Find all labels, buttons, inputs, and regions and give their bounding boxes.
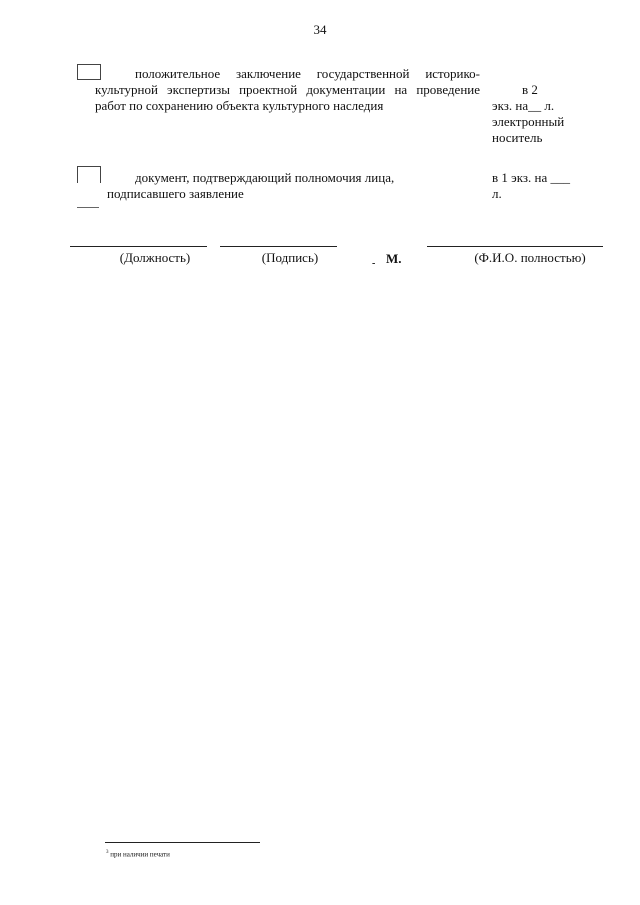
footnote-rule <box>105 842 260 843</box>
signature-line <box>220 246 337 247</box>
stamp-label: М. <box>386 251 402 266</box>
item-2-copies-line: в 1 экз. на ___ <box>492 170 570 185</box>
item-2-checkbox-underline <box>77 207 99 208</box>
item-1-copies <box>492 82 592 144</box>
item-1-copies-line: в 2 <box>522 82 538 97</box>
signature-label: (Подпись) <box>261 250 319 265</box>
item-1-copies-line: носитель <box>492 130 543 144</box>
fullname-label: (Ф.И.О. полностью) <box>474 250 586 265</box>
position-label: (Должность) <box>119 250 191 265</box>
item-2-text-line: документ, подтверждающий полномочия лица, <box>135 170 395 185</box>
item-1-text: положительное заключение государственной историко-культурной экспертизы проектной документации на проведение работ по сохранению объекта культурного наследия <box>95 66 480 113</box>
item-2-copies-line: л. <box>492 186 502 201</box>
footnote-number: 3 <box>106 850 109 855</box>
item-2-text <box>95 170 480 202</box>
item-2-copies <box>492 170 602 202</box>
stamp-tail: - <box>372 258 376 269</box>
item-2-text-line: подписавшего заявление <box>107 186 244 201</box>
item-1-copies-line: электронный <box>492 114 565 129</box>
footnote <box>106 850 170 858</box>
position-line <box>70 246 207 247</box>
fullname-line <box>427 246 603 247</box>
item-1-copies-line: экз. на__ л. <box>492 98 555 113</box>
page-number: 34 <box>313 22 327 37</box>
footnote-text: при наличии печати <box>110 850 170 859</box>
